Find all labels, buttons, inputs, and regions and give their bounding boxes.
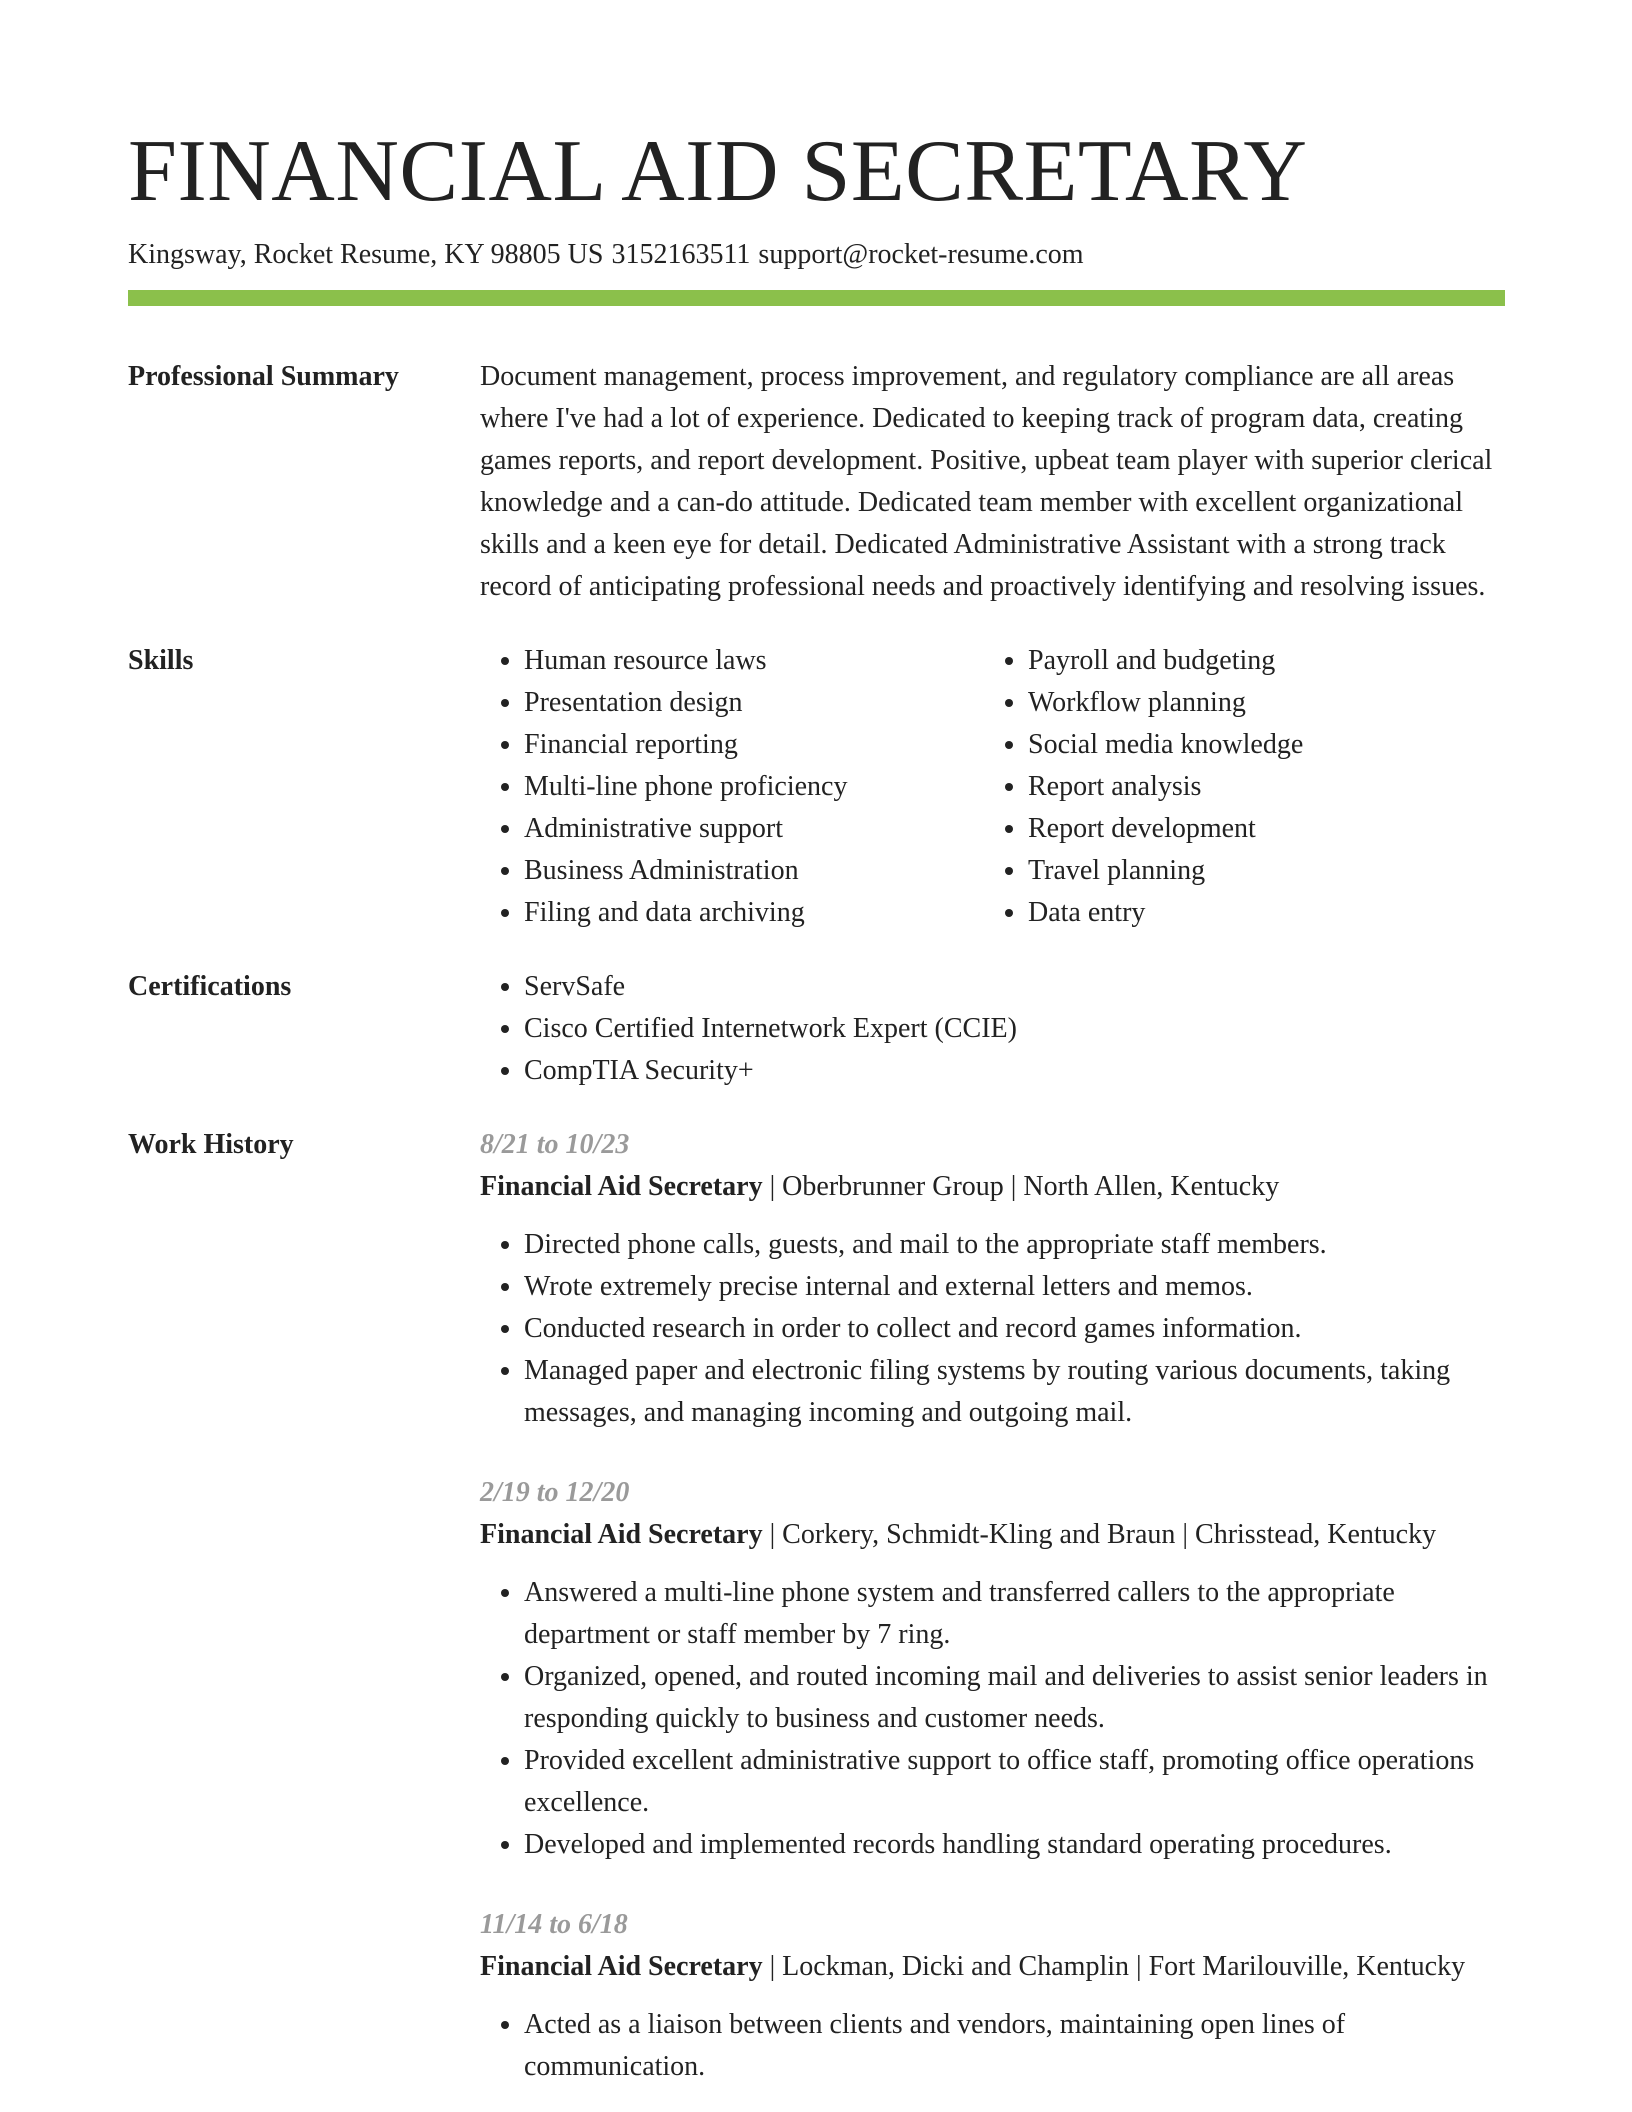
job-dates: 2/19 to 12/20 — [480, 1477, 630, 1508]
skill-item: • Payroll and budgeting — [1028, 640, 1488, 682]
certifications-list — [480, 966, 1505, 1092]
certifications-body — [480, 966, 1505, 1092]
job-bullet: • Conducted research in order to collect and record games information. — [524, 1308, 1505, 1350]
job-heading — [480, 1166, 1505, 1208]
job-title: Financial Aid Secretary — [480, 1171, 763, 1202]
skill-item: • Human resource laws — [524, 640, 984, 682]
skills-list-left — [480, 640, 984, 934]
skills-section — [128, 640, 1505, 934]
work-history-section — [128, 1124, 1505, 2088]
certification-item: • CompTIA Security+ — [524, 1050, 1505, 1092]
job-bullet: • Answered a multi-line phone system and transferred callers to the appropriate department or staff member by 7 ring. — [524, 1572, 1505, 1656]
certification-item: • Cisco Certified Internetwork Expert (CCIE) — [524, 1008, 1505, 1050]
summary-text: Document management, process improvement, and regulatory compliance are all areas where I've had a lot of experience. Dedicated to keeping track of program data, creating games reports, and report development. Positive, upbeat team player with superior clerical knowledge and a can-do attitude. Dedicated team member with excellent organizational skills and a keen eye for detail. Dedicated Administrative Assistant with a strong track record of anticipating professional needs and proactively identifying and resolving issues. — [480, 361, 1493, 602]
job-details: | Oberbrunner Group | North Allen, Kentucky — [762, 1171, 1280, 1202]
section-label-work-history: Work History — [128, 1129, 294, 1160]
skill-item: • Business Administration — [524, 850, 984, 892]
job-entry — [480, 1904, 1505, 2088]
job-bullet: • Provided excellent administrative support to office staff, promoting office operations excellence. — [524, 1740, 1505, 1824]
skill-item: • Report development — [1028, 808, 1488, 850]
job-dates: 11/14 to 6/18 — [480, 1909, 628, 1940]
summary-section — [128, 356, 1505, 608]
skill-item: • Financial reporting — [524, 724, 984, 766]
job-entry — [480, 1472, 1505, 1866]
skill-item: • Social media knowledge — [1028, 724, 1488, 766]
skill-item: • Presentation design — [524, 682, 984, 724]
job-bullets — [480, 1572, 1505, 1866]
contact-address: Kingsway, Rocket Resume, KY 98805 US — [128, 239, 604, 270]
job-bullet: • Directed phone calls, guests, and mail to the appropriate staff members. — [524, 1224, 1505, 1266]
job-heading — [480, 1946, 1505, 1988]
certification-item: • ServSafe — [524, 966, 1505, 1008]
skills-list-right — [984, 640, 1488, 934]
job-bullets — [480, 2004, 1505, 2088]
skill-item: • Administrative support — [524, 808, 984, 850]
skills-body — [480, 640, 1505, 934]
work-history-body — [480, 1124, 1505, 2088]
resume-name: FINANCIAL AID SECRETARY — [128, 123, 1308, 220]
job-details: | Corkery, Schmidt-Kling and Braun | Chrisstead, Kentucky — [762, 1519, 1437, 1550]
contact-phone: 3152163511 — [611, 239, 751, 270]
skills-column-right — [984, 640, 1488, 934]
contact-line — [128, 236, 1505, 274]
skills-column-left — [480, 640, 984, 934]
section-label-skills: Skills — [128, 645, 194, 676]
job-bullet: • Developed and implemented records handling standard operating procedures. — [524, 1824, 1505, 1866]
contact-email: support@rocket-resume.com — [758, 239, 1084, 270]
job-details: | Lockman, Dicki and Champlin | Fort Marilouville, Kentucky — [762, 1951, 1466, 1982]
job-bullet: • Organized, opened, and routed incoming mail and deliveries to assist senior leaders in responding quickly to business and customer needs. — [524, 1656, 1505, 1740]
section-label-summary: Professional Summary — [128, 361, 399, 392]
skill-item: • Multi-line phone proficiency — [524, 766, 984, 808]
job-dates: 8/21 to 10/23 — [480, 1129, 630, 1160]
certifications-section — [128, 966, 1505, 1092]
header-divider — [128, 290, 1505, 306]
job-bullet: • Acted as a liaison between clients and vendors, maintaining open lines of communication. — [524, 2004, 1505, 2088]
job-entry — [480, 1124, 1505, 1434]
job-bullet: • Wrote extremely precise internal and external letters and memos. — [524, 1266, 1505, 1308]
skill-item: • Filing and data archiving — [524, 892, 984, 934]
job-title: Financial Aid Secretary — [480, 1951, 763, 1982]
skill-item: • Workflow planning — [1028, 682, 1488, 724]
resume-page — [128, 120, 1505, 2088]
job-bullet: • Managed paper and electronic filing systems by routing various documents, taking messages, and managing incoming and outgoing mail. — [524, 1350, 1505, 1434]
skills-grid — [480, 640, 1505, 934]
job-title: Financial Aid Secretary — [480, 1519, 763, 1550]
skill-item: • Travel planning — [1028, 850, 1488, 892]
job-bullets — [480, 1224, 1505, 1434]
job-heading — [480, 1514, 1505, 1556]
section-label-certifications: Certifications — [128, 971, 292, 1002]
skill-item: • Report analysis — [1028, 766, 1488, 808]
skill-item: • Data entry — [1028, 892, 1488, 934]
